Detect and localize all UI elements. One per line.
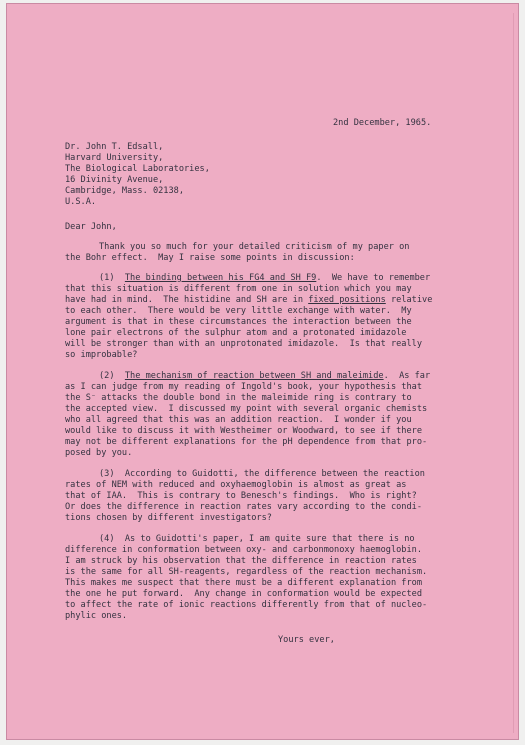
intro-line: Thank you so much for your detailed criticism of my paper on xyxy=(99,242,410,252)
paragraph-2-line: the accepted view. I discussed my point with several organic chemists xyxy=(65,404,428,414)
intro-line: the Bohr effect. May I raise some points in discussion: xyxy=(65,253,355,263)
closing: Yours ever, xyxy=(278,635,335,645)
letter-page xyxy=(6,3,519,740)
address-line: Cambridge, Mass. 02138, xyxy=(65,186,184,196)
address-line: U.S.A. xyxy=(65,197,97,207)
paragraph-2-line: posed by you. xyxy=(65,448,133,458)
paragraph-4-line: I am struck by his observation that the difference in reaction rates xyxy=(65,556,417,566)
paragraph-4-line: is the same for all SH-reagents, regardless of the reaction mechanism. xyxy=(65,567,428,577)
address-line: Harvard University, xyxy=(65,153,164,163)
address-line: 16 Divinity Avenue, xyxy=(65,175,164,185)
paragraph-1-line: that this situation is different from one in solution which you may xyxy=(65,284,412,294)
paragraph-text: relative xyxy=(385,295,433,305)
paragraph-3-line: tions chosen by different investigators? xyxy=(65,513,272,523)
paragraph-4-line: difference in conformation between oxy- and carbonmonoxy haemoglobin. xyxy=(65,545,422,555)
paragraph-4-line: to affect the rate of ionic reactions differently from that of nucleo- xyxy=(65,600,428,610)
paragraph-number: (2) xyxy=(99,371,125,381)
page-edge-mark xyxy=(513,13,517,733)
letter-body xyxy=(65,3,465,682)
paragraph-1-line: will be stronger than with an unprotonated imidazole. Is that really xyxy=(65,339,422,349)
paragraph-1-line: to each other. There would be very little exchange with water. My xyxy=(65,306,412,316)
address-line: Dr. John T. Edsall, xyxy=(65,142,164,152)
paragraph-text: have had in mind. The histidine and SH are in xyxy=(65,295,309,305)
paragraph-2-line: would like to discuss it with Westheimer or Woodward, to see if there xyxy=(65,426,422,436)
paragraph-1-line: lone pair electrons of the sulphur atom and a protonated imidazole xyxy=(65,328,407,338)
paragraph-4-line: This makes me suspect that there must be a different explanation from xyxy=(65,578,422,588)
paragraph-2-first-line xyxy=(99,371,430,383)
paragraph-4-line: the one he put forward. Any change in conformation would be expected xyxy=(65,589,422,599)
paragraph-heading: The binding between his FG4 and SH F9 xyxy=(124,273,317,283)
address-line: The Biological Laboratories, xyxy=(65,164,210,174)
paragraph-1-line: argument is that in these circumstances the interaction between the xyxy=(65,317,412,327)
paragraph-4-first-line: (4) As to Guidotti's paper, I am quite sure that there is no xyxy=(99,534,415,544)
paragraph-4-line: phylic ones. xyxy=(65,611,128,621)
paragraph-heading: The mechanism of reaction between SH and maleimide xyxy=(124,371,384,381)
paragraph-3-line: rates of NEM with reduced and oxyhaemoglobin is almost as great as xyxy=(65,480,407,490)
paragraph-1-line: so improbable? xyxy=(65,350,138,360)
paragraph-2-line: may not be different explanations for the pH dependence from that pro- xyxy=(65,437,428,447)
paragraph-number: (1) xyxy=(99,273,125,283)
salutation: Dear John, xyxy=(65,222,117,232)
paragraph-3-first-line: (3) According to Guidotti, the difference between the reaction xyxy=(99,469,425,479)
underlined-phrase: fixed positions xyxy=(308,295,386,305)
paragraph-2-line: as I can judge from my reading of Ingold's book, your hypothesis that xyxy=(65,382,422,392)
letter-date: 2nd December, 1965. xyxy=(333,118,432,128)
paragraph-2-line: the S⁻ attacks the double bond in the maleimide ring is contrary to xyxy=(65,393,412,403)
paragraph-2-line: who all agreed that this was an addition reaction. I wonder if you xyxy=(65,415,412,425)
paragraph-1-first-line xyxy=(99,273,430,285)
paragraph-text: . We have to remember xyxy=(316,273,431,283)
paragraph-text: . As far xyxy=(383,371,431,381)
paragraph-3-line: that of IAA. This is contrary to Benesch's findings. Who is right? xyxy=(65,491,417,501)
paragraph-1-line xyxy=(65,295,432,307)
recipient-address xyxy=(65,61,465,207)
paragraph-3-line: Or does the difference in reaction rates vary according to the condi- xyxy=(65,502,422,512)
